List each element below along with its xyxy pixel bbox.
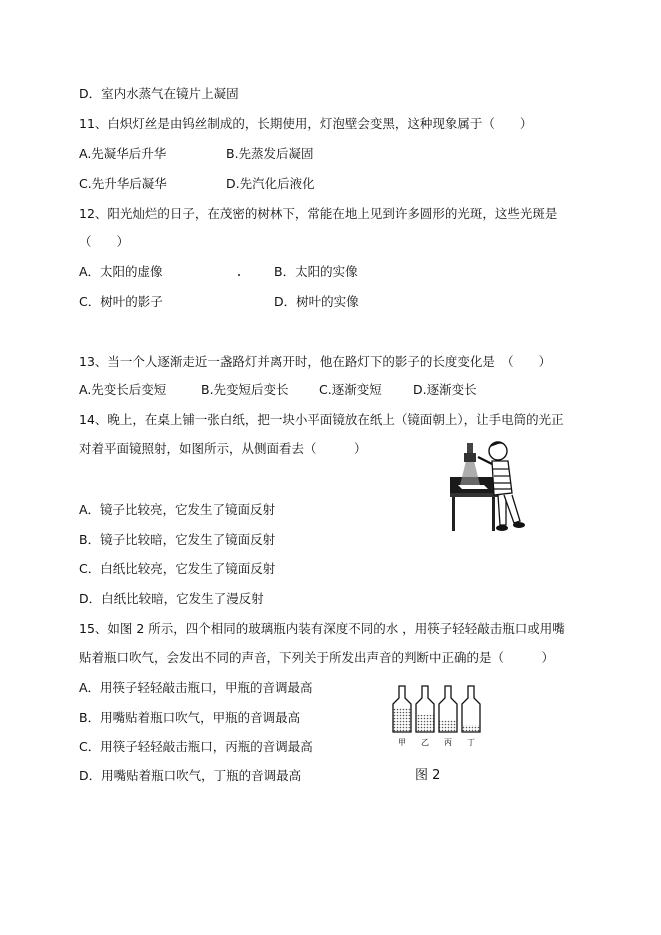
q12-option-d: D．树叶的实像	[274, 294, 359, 309]
bottle-jia	[393, 686, 411, 732]
q13-option-b: B.先变短后变长	[201, 382, 289, 397]
q12-stem-line1: 12、阳光灿烂的日子，在茂密的树林下，常能在地上见到许多圆形的光斑，这些光斑是	[79, 206, 558, 221]
q15-option-c: C．用筷子轻轻敲击瓶口，丙瓶的音调最高	[79, 739, 313, 754]
q13-stem: 13、当一个人逐渐走近一盏路灯并离开时，他在路灯下的影子的长度变化是 （ ）	[79, 354, 552, 369]
q15-stem-line1: 15、如图 2 所示，四个相同的玻璃瓶内装有深度不同的水 ，用筷子轻轻敲击瓶口或用嘴	[79, 621, 565, 636]
q12-option-c: C．树叶的影子	[79, 294, 163, 309]
q15-option-a: A．用筷子轻轻敲击瓶口，甲瓶的音调最高	[79, 680, 313, 695]
q14-option-a: A．镜子比较亮，它发生了镜面反射	[79, 502, 276, 517]
q15-option-d: D．用嘴贴着瓶口吹气，丁瓶的音调最高	[79, 768, 302, 783]
bottle-yi	[416, 686, 434, 732]
q14-option-d: D．白纸比较暗，它发生了漫反射	[79, 591, 264, 606]
stray-dot	[238, 274, 240, 276]
q11-option-a: A.先凝华后升华	[79, 146, 167, 161]
q15-stem-line2: 贴着瓶口吹气，会发出不同的声音，下列关于所发出声音的判断中正确的是（ ）	[79, 650, 555, 665]
q12-option-b: B．太阳的实像	[274, 264, 358, 279]
q11-option-b: B.先蒸发后凝固	[226, 146, 314, 161]
bottle-label-ding: 丁	[467, 738, 475, 747]
q11-stem: 11、白炽灯丝是由钨丝制成的，长期使用，灯泡壁会变黑，这种现象属于（ ）	[79, 116, 533, 131]
q11-option-c: C.先升华后凝华	[79, 176, 167, 191]
bottle-label-bing: 丙	[444, 738, 452, 747]
bottle-label-yi: 乙	[421, 738, 429, 747]
q15-bottles-figure	[384, 684, 484, 748]
bottle-label-jia: 甲	[398, 738, 406, 747]
q14-option-c: C．白纸比较亮，它发生了镜面反射	[79, 561, 276, 576]
q10-option-d: D．室内水蒸气在镜片上凝固	[79, 86, 239, 101]
q14-stem-line2: 对着平面镜照射，如图所示，从侧面看去（ ）	[79, 441, 367, 456]
q11-option-d: D.先汽化后液化	[226, 176, 315, 191]
q12-option-a: A．太阳的虚像	[79, 264, 163, 279]
q14-option-b: B．镜子比较暗，它发生了镜面反射	[79, 532, 276, 547]
q15-option-b: B．用嘴贴着瓶口吹气，甲瓶的音调最高	[79, 710, 301, 725]
q12-stem-line2: （ ）	[79, 234, 130, 249]
q15-figure-caption: 图 2	[415, 768, 441, 783]
bottle-ding	[462, 686, 480, 732]
q13-option-a: A.先变长后变短	[79, 382, 167, 397]
q13-option-d: D.逐渐变长	[413, 382, 477, 397]
q13-option-c: C.逐渐变短	[319, 382, 382, 397]
q14-stem-line1: 14、晚上，在桌上铺一张白纸，把一块小平面镜放在纸上（镜面朝上），让手电筒的光正	[79, 412, 564, 427]
bottle-bing	[439, 686, 457, 732]
q14-flashlight-figure	[444, 437, 530, 533]
